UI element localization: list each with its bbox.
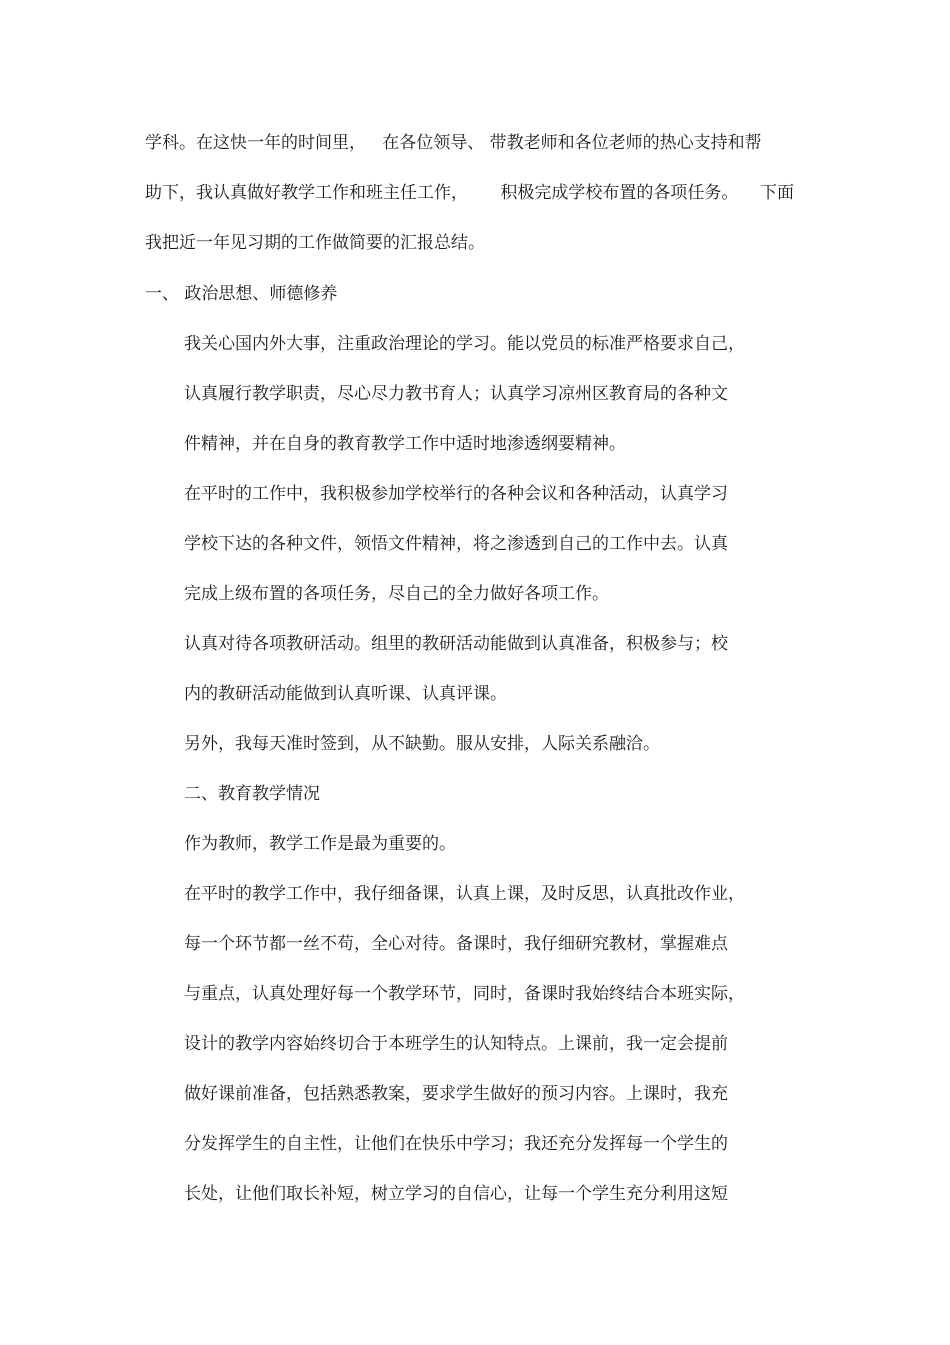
s1-p3-line-1: 认真对待各项教研活动。组里的教研活动能做到认真准备，积极参与；校	[184, 634, 728, 654]
s2-p2-line-5: 做好课前准备，包括熟悉教案，要求学生做好的预习内容。上课时，我充	[184, 1084, 728, 1104]
s1-p4-line-1: 另外，我每天准时签到，从不缺勤。服从安排，人际关系融洽。	[184, 734, 660, 754]
s2-p2-line-2: 每一个环节都一丝不苟，全心对待。备课时，我仔细研究教材，掌握难点	[184, 934, 728, 954]
s2-p2-line-7: 长处，让他们取长补短，树立学习的自信心，让每一个学生充分利用这短	[184, 1184, 728, 1204]
s2-p2-line-4: 设计的教学内容始终切合于本班学生的认知特点。上课前，我一定会提前	[184, 1034, 728, 1054]
intro-line-3: 我把近一年见习期的工作做简要的汇报总结。	[145, 233, 485, 253]
s2-p1-line-1: 作为教师，教学工作是最为重要的。	[184, 834, 456, 854]
intro-line-1: 学科。在这快一年的时间里， 在各位领导、 带教老师和各位老师的热心支持和帮	[145, 133, 762, 153]
intro-line-2: 助下，我认真做好教学工作和班主任工作， 积极完成学校布置的各项任务。 下面	[145, 183, 795, 203]
s1-p3-line-2: 内的教研活动能做到认真听课、认真评课。	[184, 684, 507, 704]
section-2-heading: 二、教育教学情况	[184, 784, 320, 804]
s2-p2-line-1: 在平时的教学工作中，我仔细备课，认真上课，及时反思，认真批改作业，	[184, 884, 745, 904]
s1-p2-line-2: 学校下达的各种文件，领悟文件精神，将之渗透到自己的工作中去。认真	[184, 534, 728, 554]
s2-p2-line-6: 分发挥学生的自主性，让他们在快乐中学习；我还充分发挥每一个学生的	[184, 1134, 728, 1154]
s1-p2-line-3: 完成上级布置的各项任务，尽自己的全力做好各项工作。	[184, 584, 609, 604]
s1-p1-line-3: 件精神，并在自身的教育教学工作中适时地渗透纲要精神。	[184, 434, 626, 454]
s2-p2-line-3: 与重点，认真处理好每一个教学环节，同时，备课时我始终结合本班实际，	[184, 984, 745, 1004]
section-1-heading: 一、 政治思想、师德修养	[145, 284, 338, 304]
s1-p1-line-2: 认真履行教学职责，尽心尽力教书育人；认真学习凉州区教育局的各种文	[184, 384, 728, 404]
s1-p1-line-1: 我关心国内外大事，注重政治理论的学习。能以党员的标准严格要求自己，	[184, 334, 745, 354]
s1-p2-line-1: 在平时的工作中，我积极参加学校举行的各种会议和各种活动，认真学习	[184, 484, 728, 504]
